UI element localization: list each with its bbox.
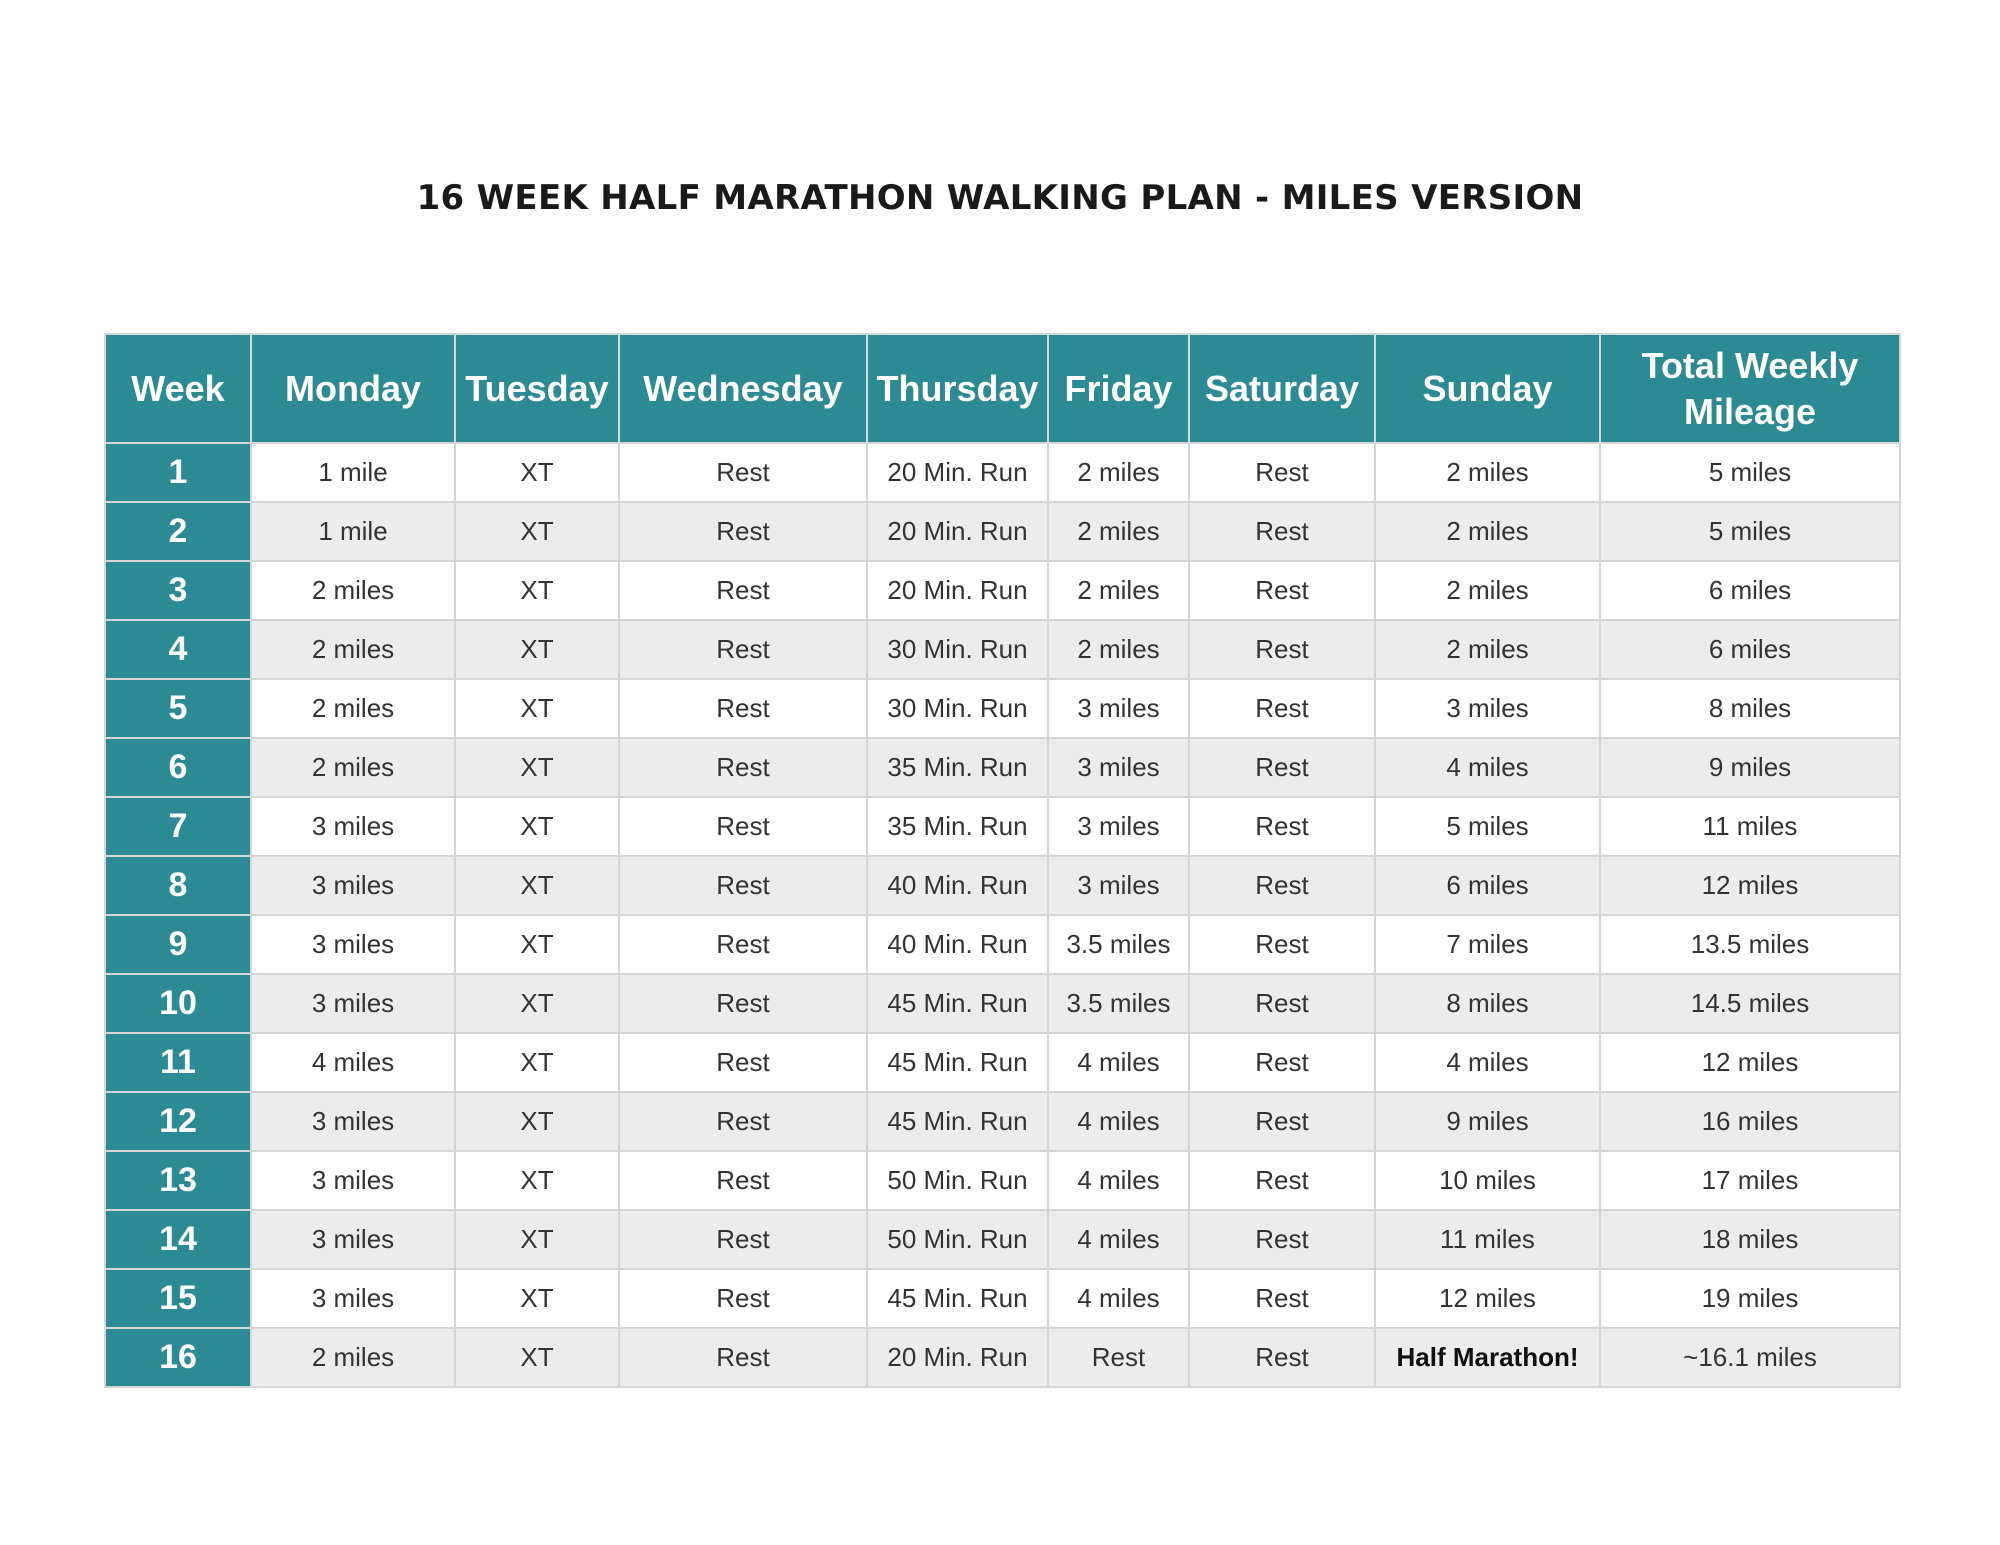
table-cell: 2 miles	[1048, 502, 1189, 561]
week-number-cell: 13	[105, 1151, 251, 1210]
table-cell: 4 miles	[1048, 1151, 1189, 1210]
column-header-saturday: Saturday	[1189, 334, 1375, 443]
table-cell: 4 miles	[1375, 1033, 1600, 1092]
table-cell: 4 miles	[1048, 1033, 1189, 1092]
page-title: 16 WEEK HALF MARATHON WALKING PLAN - MILES VERSION	[416, 178, 1584, 218]
week-number-cell: 2	[105, 502, 251, 561]
table-cell: 20 Min. Run	[867, 443, 1048, 502]
table-cell: Rest	[619, 974, 867, 1033]
table-cell: 12 miles	[1600, 856, 1900, 915]
table-cell: 40 Min. Run	[867, 856, 1048, 915]
table-cell: Half Marathon!	[1375, 1328, 1600, 1387]
table-cell: 3.5 miles	[1048, 974, 1189, 1033]
table-cell: 9 miles	[1375, 1092, 1600, 1151]
table-cell: 3 miles	[251, 797, 455, 856]
table-cell: Rest	[1189, 1033, 1375, 1092]
table-cell: 30 Min. Run	[867, 679, 1048, 738]
table-cell: 3 miles	[1048, 679, 1189, 738]
table-row	[105, 856, 1900, 915]
table-cell: 3 miles	[1048, 856, 1189, 915]
table-cell: Rest	[619, 679, 867, 738]
table-cell: 2 miles	[1375, 443, 1600, 502]
table-cell: XT	[455, 797, 619, 856]
table-cell: 11 miles	[1600, 797, 1900, 856]
table-cell: XT	[455, 1210, 619, 1269]
table-row	[105, 1269, 1900, 1328]
week-number-cell: 12	[105, 1092, 251, 1151]
table-cell: 5 miles	[1600, 443, 1900, 502]
table-row	[105, 1151, 1900, 1210]
week-number-cell: 5	[105, 679, 251, 738]
column-header-wednesday: Wednesday	[619, 334, 867, 443]
week-number-cell: 8	[105, 856, 251, 915]
table-cell: 40 Min. Run	[867, 915, 1048, 974]
week-number-cell: 1	[105, 443, 251, 502]
week-number-cell: 3	[105, 561, 251, 620]
table-cell: Rest	[1048, 1328, 1189, 1387]
table-cell: 5 miles	[1600, 502, 1900, 561]
table-cell: 18 miles	[1600, 1210, 1900, 1269]
table-cell: 13.5 miles	[1600, 915, 1900, 974]
table-cell: Rest	[1189, 1151, 1375, 1210]
table-cell: 6 miles	[1375, 856, 1600, 915]
table-cell: 16 miles	[1600, 1092, 1900, 1151]
column-header-friday: Friday	[1048, 334, 1189, 443]
table-cell: 1 mile	[251, 502, 455, 561]
table-cell: Rest	[1189, 679, 1375, 738]
table-cell: Rest	[1189, 1269, 1375, 1328]
table-cell: ~16.1 miles	[1600, 1328, 1900, 1387]
table-cell: Rest	[619, 738, 867, 797]
table-row	[105, 797, 1900, 856]
table-cell: 17 miles	[1600, 1151, 1900, 1210]
table-cell: Rest	[1189, 797, 1375, 856]
table-cell: Rest	[619, 1092, 867, 1151]
table-cell: 3 miles	[1375, 679, 1600, 738]
week-number-cell: 16	[105, 1328, 251, 1387]
table-cell: XT	[455, 620, 619, 679]
table-cell: 2 miles	[1375, 502, 1600, 561]
table-cell: 2 miles	[251, 1328, 455, 1387]
table-cell: 14.5 miles	[1600, 974, 1900, 1033]
week-number-cell: 4	[105, 620, 251, 679]
table-cell: 45 Min. Run	[867, 1269, 1048, 1328]
table-row	[105, 974, 1900, 1033]
table-cell: XT	[455, 443, 619, 502]
week-number-cell: 14	[105, 1210, 251, 1269]
table-cell: 3.5 miles	[1048, 915, 1189, 974]
table-cell: Rest	[1189, 915, 1375, 974]
table-cell: Rest	[1189, 738, 1375, 797]
table-cell: Rest	[619, 797, 867, 856]
table-cell: 9 miles	[1600, 738, 1900, 797]
table-cell: 45 Min. Run	[867, 1033, 1048, 1092]
table-cell: XT	[455, 856, 619, 915]
table-cell: 2 miles	[251, 620, 455, 679]
week-number-cell: 11	[105, 1033, 251, 1092]
table-cell: Rest	[1189, 561, 1375, 620]
table-cell: XT	[455, 738, 619, 797]
table-cell: 4 miles	[1048, 1092, 1189, 1151]
column-header-total-weekly-mileage: Total Weekly Mileage	[1600, 334, 1900, 443]
table-cell: 4 miles	[1048, 1269, 1189, 1328]
table-cell: 3 miles	[251, 1210, 455, 1269]
table-cell: Rest	[619, 915, 867, 974]
table-cell: Rest	[1189, 1092, 1375, 1151]
table-row	[105, 502, 1900, 561]
table-cell: Rest	[1189, 1210, 1375, 1269]
table-cell: 3 miles	[251, 856, 455, 915]
table-cell: 3 miles	[1048, 738, 1189, 797]
table-cell: Rest	[619, 1210, 867, 1269]
table-row	[105, 1210, 1900, 1269]
table-cell: XT	[455, 502, 619, 561]
table-cell: 2 miles	[1048, 443, 1189, 502]
table-cell: XT	[455, 915, 619, 974]
table-cell: 50 Min. Run	[867, 1210, 1048, 1269]
table-cell: 2 miles	[1048, 561, 1189, 620]
table-cell: Rest	[619, 1328, 867, 1387]
table-cell: 10 miles	[1375, 1151, 1600, 1210]
table-cell: 3 miles	[251, 915, 455, 974]
column-header-week: Week	[105, 334, 251, 443]
table-row	[105, 1092, 1900, 1151]
table-cell: Rest	[1189, 1328, 1375, 1387]
table-cell: 12 miles	[1600, 1033, 1900, 1092]
table-cell: 2 miles	[251, 679, 455, 738]
table-row	[105, 915, 1900, 974]
table-cell: 20 Min. Run	[867, 561, 1048, 620]
table-cell: 2 miles	[1375, 561, 1600, 620]
table-row	[105, 738, 1900, 797]
table-cell: 45 Min. Run	[867, 1092, 1048, 1151]
table-cell: 2 miles	[251, 561, 455, 620]
table-cell: 20 Min. Run	[867, 1328, 1048, 1387]
table-cell: Rest	[619, 1269, 867, 1328]
table-cell: Rest	[619, 443, 867, 502]
table-row	[105, 1033, 1900, 1092]
table-cell: 4 miles	[251, 1033, 455, 1092]
table-row	[105, 679, 1900, 738]
table-row	[105, 561, 1900, 620]
week-number-cell: 9	[105, 915, 251, 974]
header-row	[105, 334, 1900, 443]
table-cell: Rest	[1189, 502, 1375, 561]
table-cell: 6 miles	[1600, 620, 1900, 679]
table-cell: Rest	[619, 502, 867, 561]
table-cell: 19 miles	[1600, 1269, 1900, 1328]
table-cell: XT	[455, 1328, 619, 1387]
table-cell: 8 miles	[1600, 679, 1900, 738]
table-cell: 3 miles	[1048, 797, 1189, 856]
table-cell: 45 Min. Run	[867, 974, 1048, 1033]
table-cell: 5 miles	[1375, 797, 1600, 856]
table-cell: XT	[455, 679, 619, 738]
table-cell: 11 miles	[1375, 1210, 1600, 1269]
column-header-monday: Monday	[251, 334, 455, 443]
table-cell: Rest	[619, 620, 867, 679]
column-header-sunday: Sunday	[1375, 334, 1600, 443]
table-cell: 12 miles	[1375, 1269, 1600, 1328]
table-body	[105, 443, 1900, 1387]
table-cell: 35 Min. Run	[867, 738, 1048, 797]
table-cell: 50 Min. Run	[867, 1151, 1048, 1210]
table-row	[105, 443, 1900, 502]
table-cell: 2 miles	[1375, 620, 1600, 679]
table-cell: Rest	[1189, 856, 1375, 915]
week-number-cell: 15	[105, 1269, 251, 1328]
table-cell: 35 Min. Run	[867, 797, 1048, 856]
column-header-thursday: Thursday	[867, 334, 1048, 443]
table-cell: 2 miles	[251, 738, 455, 797]
table-cell: Rest	[1189, 974, 1375, 1033]
table-cell: 7 miles	[1375, 915, 1600, 974]
table-cell: 30 Min. Run	[867, 620, 1048, 679]
table-cell: XT	[455, 561, 619, 620]
table-cell: XT	[455, 1092, 619, 1151]
table-cell: 4 miles	[1048, 1210, 1189, 1269]
column-header-tuesday: Tuesday	[455, 334, 619, 443]
walking-plan-table	[104, 333, 1901, 1388]
table-row	[105, 620, 1900, 679]
table-cell: 3 miles	[251, 1269, 455, 1328]
table-cell: Rest	[1189, 443, 1375, 502]
table-cell: Rest	[619, 1033, 867, 1092]
table-cell: Rest	[1189, 620, 1375, 679]
week-number-cell: 7	[105, 797, 251, 856]
table-cell: 8 miles	[1375, 974, 1600, 1033]
table-cell: 1 mile	[251, 443, 455, 502]
table-cell: XT	[455, 1033, 619, 1092]
table-cell: XT	[455, 1269, 619, 1328]
table-cell: Rest	[619, 1151, 867, 1210]
table-row	[105, 1328, 1900, 1387]
table-cell: XT	[455, 1151, 619, 1210]
table-cell: 4 miles	[1375, 738, 1600, 797]
table-cell: 3 miles	[251, 1092, 455, 1151]
table-cell: XT	[455, 974, 619, 1033]
table-cell: 2 miles	[1048, 620, 1189, 679]
week-number-cell: 6	[105, 738, 251, 797]
table-cell: 20 Min. Run	[867, 502, 1048, 561]
table-cell: 3 miles	[251, 1151, 455, 1210]
table-cell: 3 miles	[251, 974, 455, 1033]
table-cell: Rest	[619, 561, 867, 620]
table-cell: 6 miles	[1600, 561, 1900, 620]
week-number-cell: 10	[105, 974, 251, 1033]
table-cell: Rest	[619, 856, 867, 915]
